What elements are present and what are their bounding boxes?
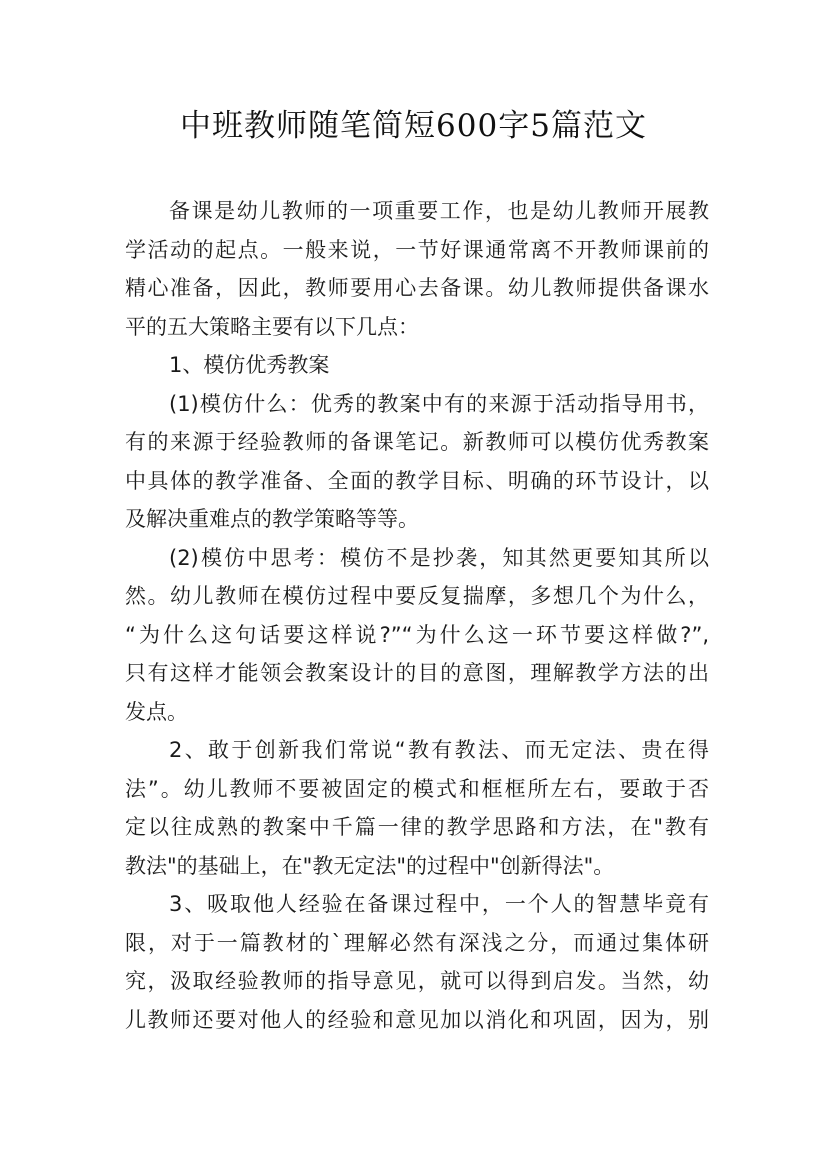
paragraph-line: 3、吸取他人经验在备课过程中，一个人的智慧毕竟有: [169, 892, 709, 916]
paragraph-line: 定以往成熟的教案中千篇一律的教学思路和方法，在"教有: [125, 815, 709, 839]
paragraph-line: 儿教师还要对他人的经验和意见加以消化和巩固，因为，别: [125, 1007, 709, 1032]
paragraph-line: 然。幼儿教师在模仿过程中要反复揣摩，多想几个为什么，: [125, 584, 709, 608]
paragraph-line: 发点。: [125, 699, 188, 724]
paragraph-line: 备课是幼儿教师的一项重要工作，也是幼儿教师开展教: [169, 199, 709, 223]
paragraph-line: 精心准备，因此，教师要用心去备课。幼儿教师提供备课水: [125, 276, 709, 300]
paragraph-line: 平的五大策略主要有以下几点：: [125, 314, 419, 339]
document-body: [125, 192, 709, 1039]
paragraph-line: (2)模仿中思考：模仿不是抄袭，知其然更要知其所以: [169, 545, 709, 570]
paragraph-line: 教法"的基础上，在"教无定法"的过程中"创新得法"。: [125, 853, 615, 878]
paragraph-line: 究，汲取经验教师的指导意见，就可以得到启发。当然，幼: [125, 969, 709, 993]
document-title: 中班教师随笔简短600字5篇范文: [180, 108, 647, 144]
paragraph-line: 只有这样才能领会教案设计的目的意图，理解教学方法的出: [125, 661, 709, 685]
paragraph-line: (1)模仿什么：优秀的教案中有的来源于活动指导用书，: [169, 391, 709, 416]
paragraph-line: 及解决重难点的教学策略等等。: [125, 507, 419, 531]
paragraph-line: 学活动的起点。一般来说，一节好课通常离不开教师课前的: [125, 237, 709, 262]
paragraph-line: 限，对于一篇教材的`理解必然有深浅之分，而通过集体研: [125, 930, 709, 955]
paragraph-line: 有的来源于经验教师的备课笔记。新教师可以模仿优秀教案: [125, 430, 709, 454]
paragraph-line: 中具体的教学准备、全面的教学目标、明确的环节设计，以: [125, 468, 709, 493]
paragraph-line: 法”。幼儿教师不要被固定的模式和框框所左右，要敢于否: [125, 776, 709, 801]
section-heading: 1、模仿优秀教案: [169, 353, 330, 377]
paragraph-line: “为什么这句话要这样说?”“为什么这一环节要这样做?”,: [125, 622, 709, 647]
paragraph-line: 2、敢于创新我们常说“教有教法、而无定法、贵在得: [169, 738, 709, 762]
